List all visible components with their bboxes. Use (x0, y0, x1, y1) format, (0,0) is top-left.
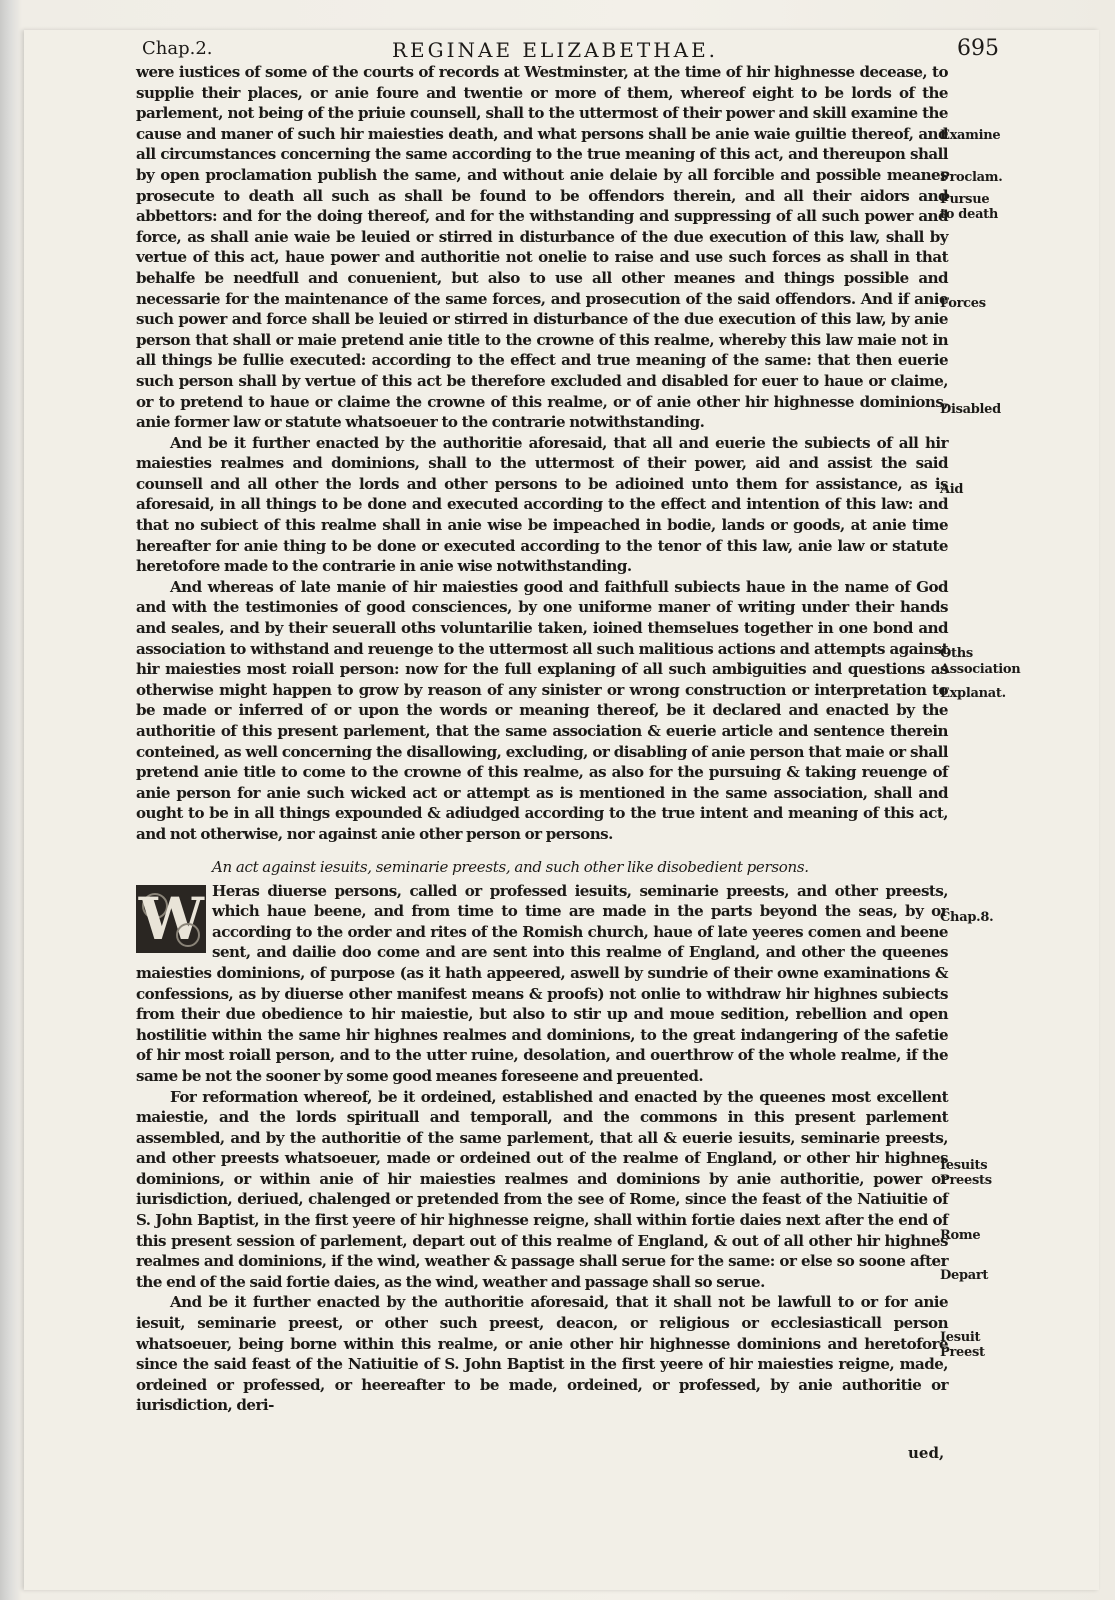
margin-note: Iesuits Preests (940, 1158, 992, 1188)
margin-note: Forces (940, 296, 986, 311)
margin-note: Depart (940, 1268, 989, 1283)
initial-letter: W (138, 884, 204, 953)
paragraph-6: And be it further enacted by the authoritie aforesaid, that it shall not be lawfull to or for anie iesuit, seminarie preest, or other such preest, deacon, or religious or ecclesiasticall person whatsoeuer, being borne within this realme, or anie other hir highnesse dominions and heretofore since the said feast of the Natiuitie of S. John Baptist in the first yeere of hir maiesties reigne, made, ordeined or professed, or heereafter to be made, ordeined, or professed, by anie authoritie or iurisdiction, deri- (136, 1293, 948, 1415)
margin-note: Oths (940, 646, 973, 661)
margin-note: Pursue to death (940, 192, 999, 222)
margin-note: Iesuit Preest (940, 1330, 985, 1360)
paragraph-1: were iustices of some of the courts of records at Westminster, at the time of hir highnesse decease, to supplie their places, or anie foure and twentie or more of them, whereof eight to be lords of the parlement, not being of the priuie counsell, shall to the uttermost of their power and skill examine the cause and maner of such hir maiesties death, and what persons shall be anie waie guiltie thereof, and all circumstances concerning the same according to the true meaning of this act, and thereupon shall by open proclamation publish the same, and without anie delaie by all forcible and possible meanes prosecute to death all such as shall be found to be offendors therein, and all their aidors and abbettors: and for the doing thereof, and for the withstanding and suppressing of all such power and force, as shall anie waie be leuied or stirred in disturbance of the due execution of this law, shall by vertue of this act, haue power and authoritie not onelie to raise and use such forces as shall in that behalfe be needfull and conuenient, but also to use all other meanes and things possible and necessarie for the maintenance of the same forces, and prosecution of the said offendors. And if anie such power and force shall be leuied or stirred in disturbance of the due execution of this law, by anie person that shall or maie pretend anie title to the crowne of this realme, whereby this law maie not in all things be fullie executed: according to the effect and true meaning of the same: that then euerie such person shall by vertue of this act be therefore excluded and disabled for euer to haue or claime, or to pretend to haue or claime the crowne of this realme, or of anie other hir highnesse dominions, anie former law or statute whatsoeuer to the contrarie notwithstanding. (136, 63, 948, 432)
margin-note: Examine (940, 128, 1001, 143)
page-title: REGINAE ELIZABETHAE. (392, 38, 719, 62)
chapter-heading: Chap.2. (142, 38, 213, 59)
act-title: An act against iesuits, seminarie preests, and such other like disobedient persons. (212, 857, 809, 876)
paragraph-2: And be it further enacted by the authoritie aforesaid, that all and euerie the subiects of all hir maiesties realmes and dominions, shall to the uttermost of their power, aid and assist the said counsell and all other the lords and other persons to be adioined unto them for assistance, as is aforesaid, in all things to be done and executed according to the effect and intention of this law: and that no subiect of this realme shall in anie wise be impeached in bodie, lands or goods, at anie time hereafter for anie thing to be done or executed according to the tenor of this law, anie law or statute heretofore made to the contrarie in anie wise notwithstanding. (136, 433, 948, 576)
paragraph-5: For reformation whereof, be it ordeined, established and enacted by the queenes most excellent maiestie, and the lords spirituall and temporall, and the commons in this present parlement assembled, and by the authoritie of the same parlement, that all & euerie iesuits, seminarie preests, and other preests whatsoeuer, made or ordeined out of the realme of England, or other hir highnes dominions, or within anie of hir maiesties realmes and dominions by anie authoritie, power or iurisdiction, deriued, chalenged or pretended from the see of Rome, since the feast of the Natiuitie of S. John Baptist, in the first yeere of hir highnesse reigne, shall within fortie daies next after the end of this present session of parlement, depart out of this realme of England, & out of all other hir highnes realmes and dominions, if the wind, weather & passage shall serue for the same: or else so soone after the end of the said fortie daies, as the wind, weather and passage shall so serue. (136, 1087, 948, 1291)
margin-note: Disabled (940, 402, 1001, 417)
body-text (136, 62, 948, 1416)
catchword: ued, (908, 1444, 945, 1462)
act-opening (136, 881, 948, 1087)
margin-note: Association (940, 662, 1021, 677)
paragraph-4: Heras diuerse persons, called or professed iesuits, seminarie preests, and other preests, which haue beene, and from time to time are made in the parts beyond the seas, by or according to the order and rites of the Romish church, haue of late yeeres comen and beene sent, and dailie doo come and are sent into this realme of England, and other the queenes maiesties dominions, of purpose (as it hath appeered, aswell by sundrie of their owne examinations & confessions, as by diuerse other manifest means & proofs) not onlie to withdraw hir highnes subiects from their due obedience to hir maiestie, but also to stir up and moue sedition, rebellion and open hostilitie within the same hir highnes realmes and dominions, to the great indangering of the safetie of hir most roiall person, and to the utter ruine, desolation, and ouerthrow of the whole realme, if the same be not the sooner by some good meanes foreseene and preuented. (136, 881, 948, 1085)
margin-note: Chap.8. (940, 910, 994, 925)
decorated-initial (136, 885, 206, 953)
margin-note: Rome (940, 1228, 981, 1243)
margin-note: Proclam. (940, 170, 1003, 185)
paragraph-3: And whereas of late manie of hir maiesties good and faithfull subiects haue in the name of God and with the testimonies of good consciences, by one uniforme maner of writing under their hands and seales, and by their seuerall oths voluntarilie taken, ioined themselues together in one bond and association to withstand and reuenge to the uttermost all such malitious actions and attempts against hir maiesties most roiall person: now for the full explaning of all such ambiguities and questions as otherwise might happen to grow by reason of any sinister or wrong construction or interpretation to be made or inferred of or upon the words or meaning thereof, be it declared and enacted by the authoritie of this present parlement, that the same association & euerie article and sentence therein conteined, as well concerning the disallowing, excluding, or disabling of anie person that maie or shall pretend anie title to come to the crowne of this realme, as also for the pursuing & taking reuenge of anie person for anie such wicked act or attempt as is mentioned in the same association, shall and ought to be in all things expounded & adiudged according to the true intent and meaning of this act, and not otherwise, nor against anie other person or persons. (136, 577, 948, 843)
margin-note: Aid (940, 482, 964, 497)
page-number: 695 (957, 36, 999, 61)
margin-note: Explanat. (940, 686, 1006, 701)
